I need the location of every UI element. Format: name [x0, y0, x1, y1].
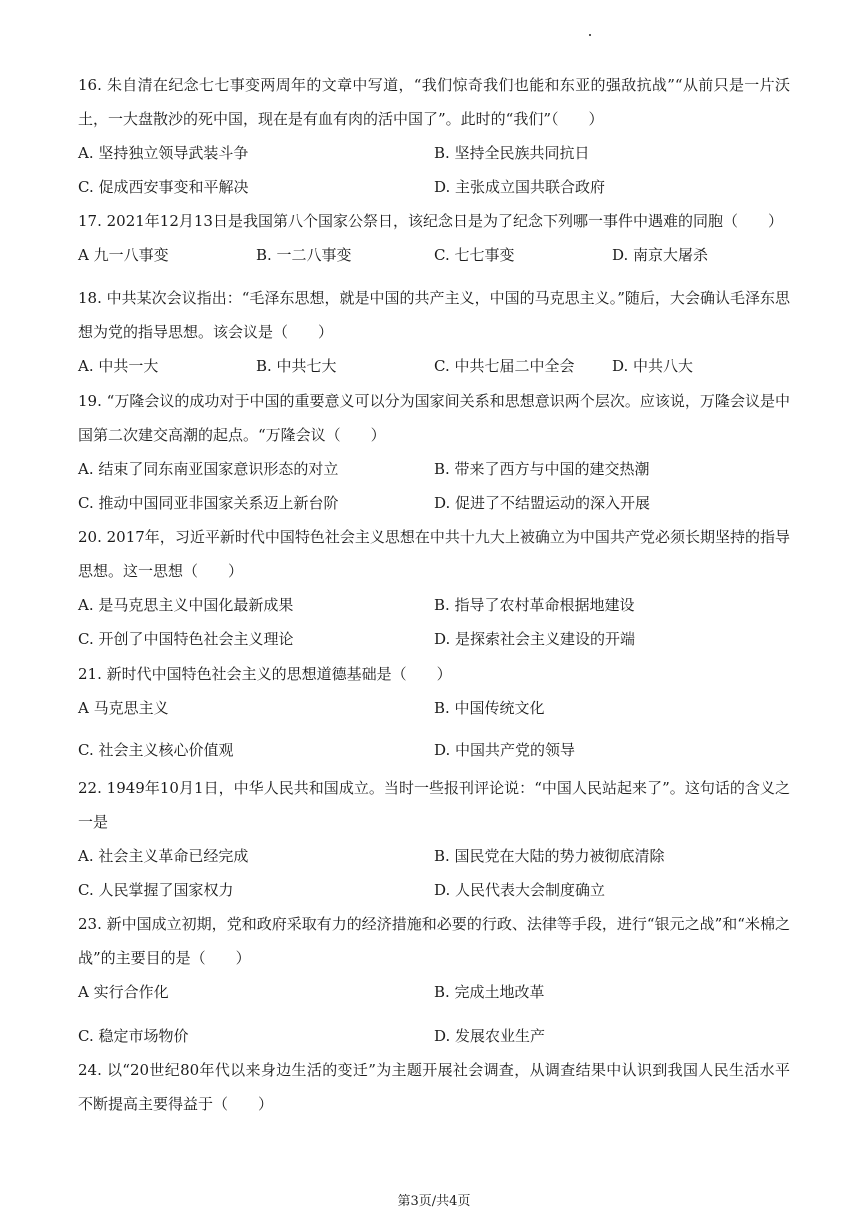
- options: [78, 839, 790, 907]
- option-c: C. 人民掌握了国家权力: [78, 881, 234, 899]
- option-a: A. 是马克思主义中国化最新成果: [78, 596, 294, 614]
- option-c: C. 社会主义核心价值观: [78, 741, 234, 759]
- options: [78, 349, 790, 383]
- option-d: D. 发展农业生产: [434, 1027, 546, 1045]
- question-24: [78, 1053, 790, 1121]
- option-b: B. 坚持全民族共同抗日: [434, 144, 590, 162]
- option-b: B. 中共七大: [256, 357, 337, 375]
- options: [78, 136, 790, 204]
- option-c: C. 稳定市场物价: [78, 1027, 189, 1045]
- question-18: [78, 281, 790, 383]
- option-b: B. 中国传统文化: [434, 699, 545, 717]
- option-d: D. 中国共产党的领导: [434, 741, 576, 759]
- option-d: D. 中共八大: [612, 357, 694, 375]
- option-b: B. 指导了农村革命根据地建设: [434, 596, 635, 614]
- options: [78, 975, 790, 1053]
- options: [78, 691, 790, 767]
- question-stem: 22. 1949年10月1日，中华人民共和国成立。当时一些报刊评论说：“中国人民站起来了”。这句话的含义之一是: [78, 779, 790, 831]
- option-d: D. 主张成立国共联合政府: [434, 178, 606, 196]
- options: [78, 238, 790, 272]
- option-a: A. 社会主义革命已经完成: [78, 847, 249, 865]
- question-stem: 23. 新中国成立初期，党和政府采取有力的经济措施和必要的行政、法律等手段，进行“银元之战”和“米棉之战”的主要目的是（ ）: [78, 915, 790, 967]
- option-c: C. 中共七届二中全会: [434, 357, 575, 375]
- question-stem: 21. 新时代中国特色社会主义的思想道德基础是（ ）: [78, 665, 452, 683]
- options: [78, 588, 790, 656]
- question-stem: 18. 中共某次会议指出：“毛泽东思想，就是中国的共产主义，中国的马克思主义。”随后，大会确认毛泽东思想为党的指导思想。该会议是（ ）: [78, 289, 790, 341]
- option-d: D. 南京大屠杀: [612, 246, 709, 264]
- option-b: B. 国民党在大陆的势力被彻底清除: [434, 847, 665, 865]
- question-19: [78, 384, 790, 520]
- option-b: B. 一二八事变: [256, 246, 352, 264]
- question-21: [78, 657, 790, 767]
- option-b: B. 带来了西方与中国的建交热潮: [434, 460, 650, 478]
- option-a: A 九一八事变: [78, 246, 169, 264]
- option-b: B. 完成土地改革: [434, 983, 545, 1001]
- option-d: D. 促进了不结盟运动的深入开展: [434, 494, 651, 512]
- option-a: A. 中共一大: [78, 357, 159, 375]
- option-c: C. 促成西安事变和平解决: [78, 178, 249, 196]
- option-c: C. 七七事变: [434, 246, 515, 264]
- option-a: A. 坚持独立领导武装斗争: [78, 144, 249, 162]
- question-stem: 17. 2021年12月13日是我国第八个国家公祭日，该纪念日是为了纪念下列哪一事件中遇难的同胞（ ）: [78, 212, 783, 230]
- option-c: C. 推动中国同亚非国家关系迈上新台阶: [78, 494, 339, 512]
- question-stem: 19. “万隆会议的成功对于中国的重要意义可以分为国家间关系和思想意识两个层次。应该说，万隆会议是中国第二次建交高潮的起点。“万隆会议（ ）: [78, 392, 790, 444]
- option-a: A 马克思主义: [78, 699, 169, 717]
- option-d: D. 人民代表大会制度确立: [434, 881, 606, 899]
- option-a: A 实行合作化: [78, 983, 169, 1001]
- question-16: [78, 68, 790, 204]
- option-c: C. 开创了中国特色社会主义理论: [78, 630, 294, 648]
- options: [78, 452, 790, 520]
- question-22: [78, 771, 790, 907]
- page-number: 第3页/共4页: [397, 1194, 471, 1209]
- option-a: A. 结束了同东南亚国家意识形态的对立: [78, 460, 339, 478]
- question-17: [78, 204, 790, 272]
- scan-speck: [589, 34, 591, 36]
- question-stem: 16. 朱自清在纪念七七事变两周年的文章中写道，“我们惊奇我们也能和东亚的强敌抗战”“从前只是一片沃土，一大盘散沙的死中国，现在是有血有肉的活中国了”。此时的“我们”（ ）: [78, 76, 790, 128]
- option-d: D. 是探索社会主义建设的开端: [434, 630, 636, 648]
- question-stem: 24. 以“20世纪80年代以来身边生活的变迁”为主题开展社会调查，从调查结果中认识到我国人民生活水平不断提高主要得益于（ ）: [78, 1061, 790, 1113]
- question-stem: 20. 2017年，习近平新时代中国特色社会主义思想在中共十九大上被确立为中国共产党必须长期坚持的指导思想。这一思想（ ）: [78, 528, 790, 580]
- question-20: [78, 520, 790, 656]
- question-23: [78, 907, 790, 1053]
